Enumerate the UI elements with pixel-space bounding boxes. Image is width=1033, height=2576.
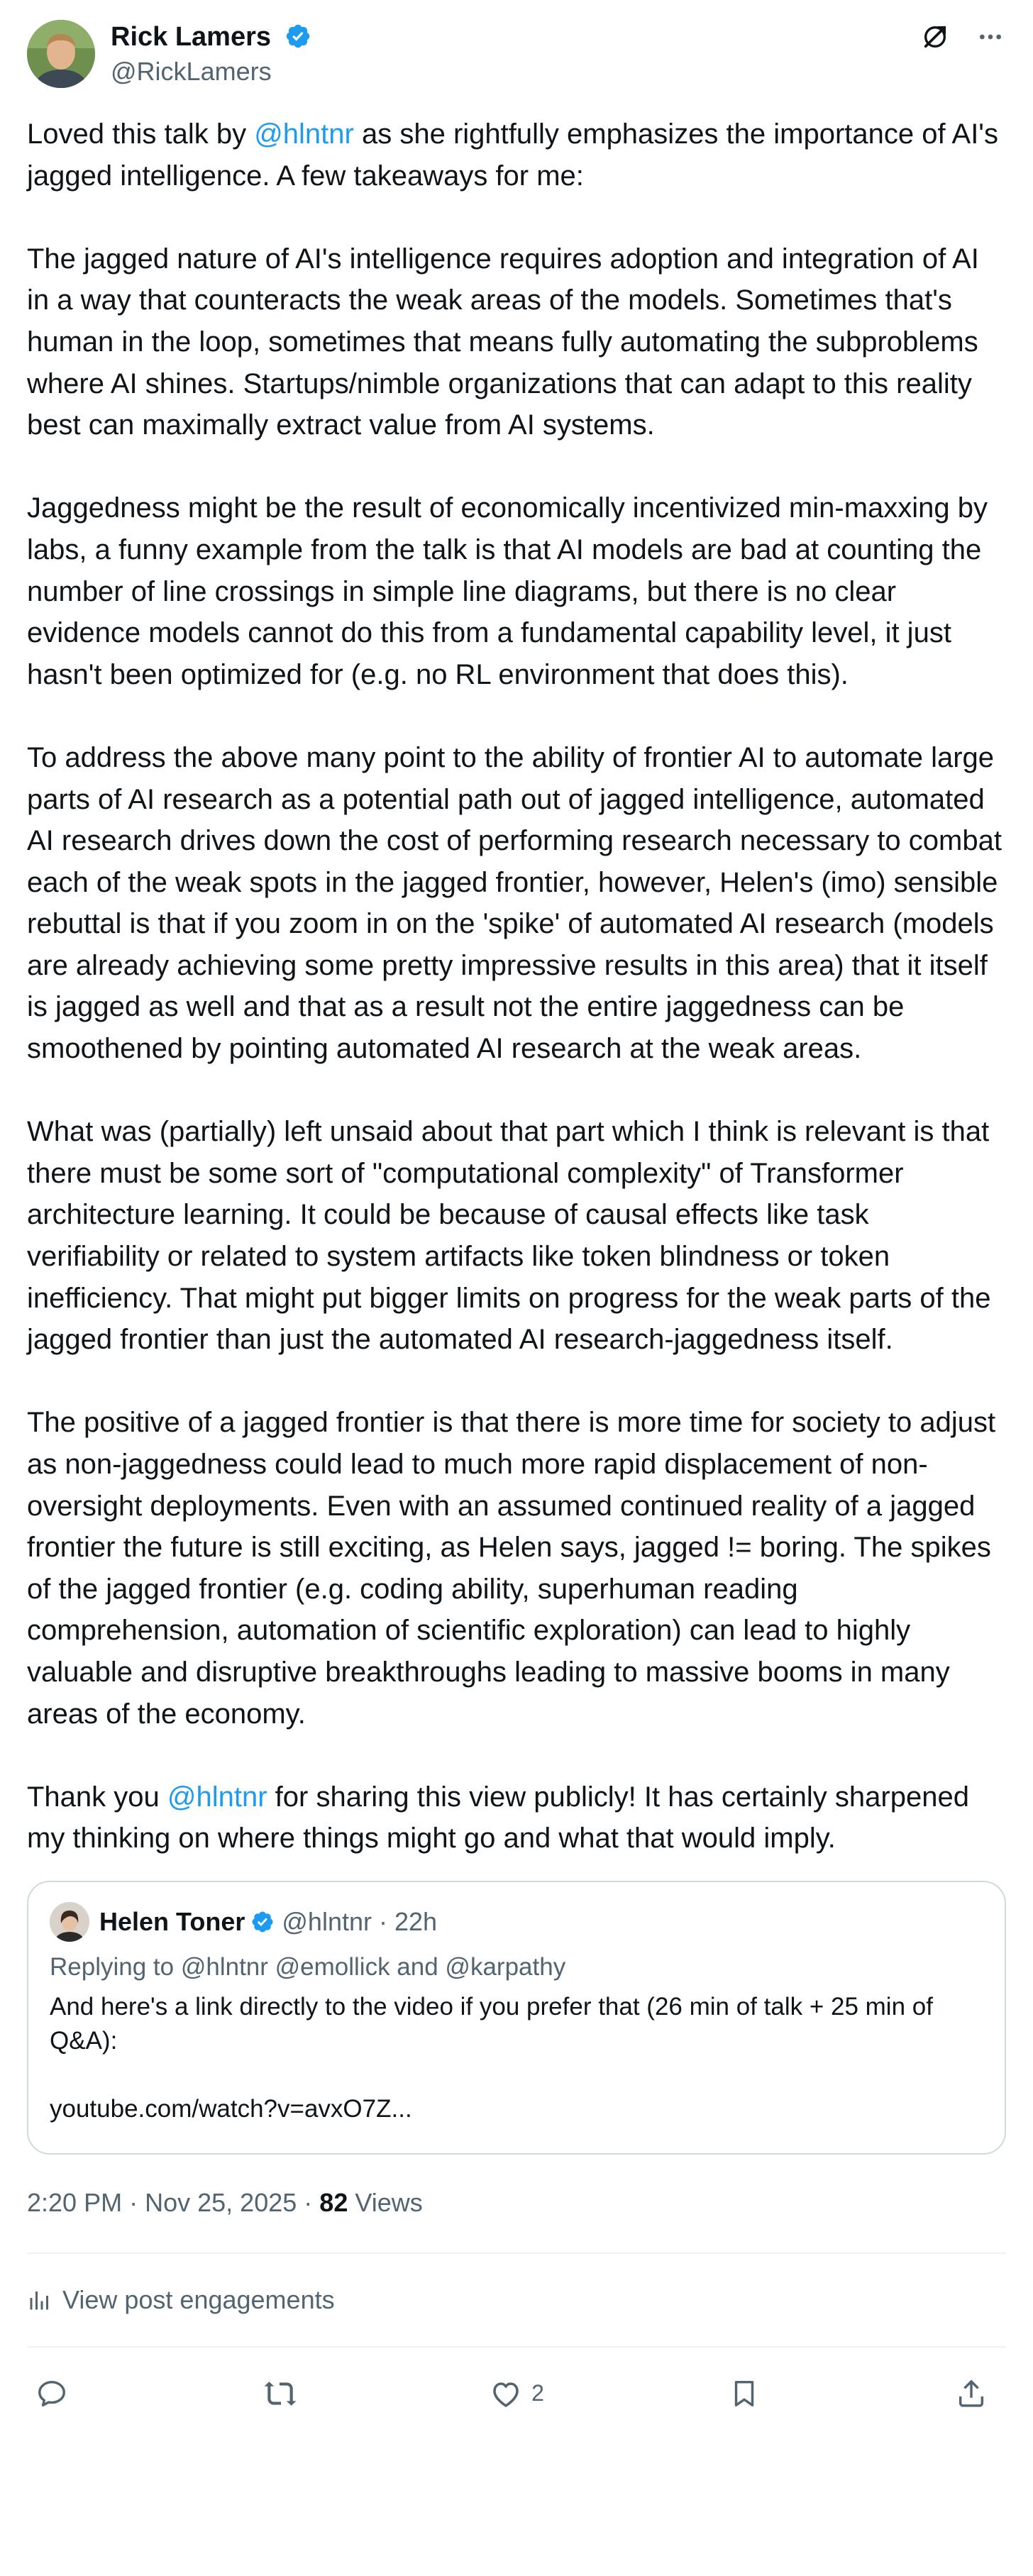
post-date[interactable]: Nov 25, 2025 xyxy=(145,2187,297,2217)
bookmark-icon xyxy=(728,2377,761,2410)
meta-separator: · xyxy=(378,1906,387,1936)
tweet-paragraph: The positive of a jagged frontier is that there is more time for society to adjust as non-jaggedness could lead to much more rapid displacement of non-oversight deployments. Even with an assumed continued reality of a jagged frontier the future is still exciting, as Helen says, jagged != boring. The spikes of the jagged frontier (e.g. coding ability, superhuman reading comprehension, automation of scientific exploration) can lead to highly valuable and disruptive breakthroughs leading to massive booms in many areas of the economy. xyxy=(27,1407,996,1730)
post-header xyxy=(27,0,1006,106)
view-engagements-label: View post engagements xyxy=(62,2284,335,2314)
grok-button[interactable] xyxy=(919,21,951,52)
repost-button[interactable] xyxy=(263,2376,305,2411)
author-avatar-image xyxy=(27,20,95,88)
tweet-text xyxy=(27,114,1006,1859)
quoted-post-header xyxy=(50,1901,983,1943)
action-bar xyxy=(27,2348,1006,2440)
quoted-paragraph: And here's a link directly to the video if you prefer that (26 min of talk + 25 min of Q&A): xyxy=(50,1992,933,2055)
share-icon xyxy=(955,2377,988,2410)
tweet-paragraph: Jaggedness might be the result of economically incentivized min-maxxing by labs, a funny example from the talk is that AI models are bad at counting the number of line crossings in simple line diagrams, but there is no clear evidence models cannot do this from a fundamental capability level, it just hasn't been optimized for (e.g. no RL environment that does this). xyxy=(27,492,988,690)
share-button[interactable] xyxy=(955,2377,998,2410)
tweet-paragraph: To address the above many point to the ability of frontier AI to automate large parts of AI research as a potential path out of jagged intelligence, automated AI research drives down the cost of performing research necessary to combat each of the weak spots in the jagged frontier, however, Helen's (imo) sensible rebuttal is that if you zoom in on the 'spike' of automated AI research (models are already achieving some pretty impressive results in this area) that it itself is jagged as well and that as a result not the entire jaggedness can be smoothened by pointing automated AI research at the weak areas. xyxy=(27,741,1002,1065)
quoted-post-text xyxy=(50,1990,983,2126)
verified-badge-icon xyxy=(285,23,311,50)
mention-link[interactable]: @hlntnr xyxy=(254,118,354,150)
like-button[interactable] xyxy=(489,2377,544,2411)
tweet-paragraph: The jagged nature of AI's intelligence requires adoption and integration of AI in a way that counteracts the weak areas of the models. Sometimes that's human in the loop, sometimes that means fully automating the subproblems where AI shines. Startups/nimble organizations that can adapt to this reality best can maximally extract value from AI systems. xyxy=(27,243,979,441)
author-avatar[interactable] xyxy=(27,20,95,88)
more-icon xyxy=(976,23,1005,51)
quoted-link[interactable]: youtube.com/watch?v=avxO7Z... xyxy=(50,2094,412,2123)
quoted-author-avatar xyxy=(50,1902,89,1942)
post-time[interactable]: 2:20 PM xyxy=(27,2187,123,2217)
meta-separator: · xyxy=(304,2187,313,2217)
reply-button[interactable] xyxy=(35,2377,78,2410)
tweet-paragraph: What was (partially) left unsaid about that part which I think is relevant is that there must be some sort of "computational complexity" of Transformer architecture learning. It could be because of causal effects like task verifiability or related to system artifacts like token blindness or token inefficiency. That might put bigger limits on progress for the weak parts of the jagged frontier than just the automated AI research-jaggedness itself. xyxy=(27,1116,991,1356)
quoted-author-handle: @hlntnr xyxy=(282,1906,372,1936)
view-engagements-link[interactable] xyxy=(27,2254,1006,2346)
author-name-text: Rick Lamers xyxy=(111,22,272,52)
verified-badge-icon xyxy=(250,1910,275,1934)
more-button[interactable] xyxy=(975,21,1006,52)
bookmark-button[interactable] xyxy=(728,2377,770,2410)
post-meta xyxy=(27,2183,1006,2223)
tweet-paragraph xyxy=(27,114,1006,197)
bar-chart-icon xyxy=(27,2287,53,2313)
quoted-post[interactable] xyxy=(27,1881,1006,2155)
text-segment: Thank you xyxy=(27,1781,167,1813)
repost-icon xyxy=(263,2376,298,2411)
views-count: 82 xyxy=(319,2187,348,2217)
text-segment: for sharing this view publicly! It has certainly sharpened my thinking on where things might go and what that would imply. xyxy=(27,1781,969,1854)
like-count: 2 xyxy=(531,2380,544,2406)
quoted-author-avatar-image xyxy=(50,1902,89,1942)
like-icon xyxy=(489,2377,523,2411)
text-segment: as she rightfully emphasizes the importance of AI's jagged intelligence. A few takeaways for me: xyxy=(27,118,998,192)
quoted-replying-to: Replying to @hlntnr @emollick and @karpathy xyxy=(50,1952,566,1981)
quoted-author-name[interactable]: Helen Toner xyxy=(99,1906,245,1936)
tweet-paragraph xyxy=(27,1776,1006,1859)
text-segment: Loved this talk by xyxy=(27,118,255,150)
grok-icon xyxy=(921,23,949,51)
header-actions xyxy=(919,21,1006,52)
meta-separator: · xyxy=(129,2187,138,2217)
views-label: Views xyxy=(355,2187,423,2217)
reply-icon xyxy=(35,2377,68,2410)
quoted-post-age: 22h xyxy=(394,1906,438,1936)
author-name[interactable] xyxy=(111,21,311,52)
author-handle[interactable]: @RickLamers xyxy=(111,57,272,86)
mention-link[interactable]: @hlntnr xyxy=(167,1781,267,1813)
